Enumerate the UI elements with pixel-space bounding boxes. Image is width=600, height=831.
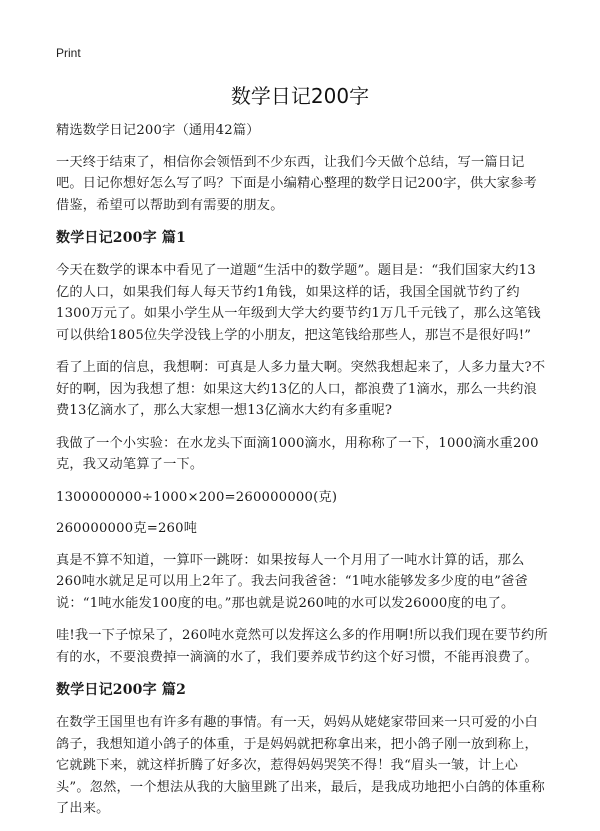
section1-paragraph: 今天在数学的课本中看见了一道题“生活中的数学题”。题目是：“我们国家大约13亿的人口，如果我们每人每天节约1角钱，如果这样的话，我国全国就节约了约1300万元了。如果小学生从一年级到大学大约要节约1万几千元钱了，那么这笔钱可以供给1805位失学没钱上学的小朋友，把这笔钱给那些人，那岂不是很好吗!”: [56, 263, 541, 343]
formula-line: 1300000000÷1000×200=260000000(克): [56, 489, 338, 505]
print-link[interactable]: Print: [56, 46, 81, 60]
formula-line: 260000000克=260吨: [56, 521, 198, 536]
section-heading-1: 数学日记200字 篇1: [56, 230, 187, 246]
page-title: 数学日记200字: [230, 84, 370, 108]
section1-paragraph: 真是不算不知道，一算吓一跳呀：如果按每人一个月用了一吨水计算的话，那么260吨水就足足可以用上2年了。我去问我爸爸：“1吨水能够发多少度的电”爸爸说：“1吨水能发100度的电。”那也就是说260吨的水可以发26000度的电了。: [56, 552, 528, 611]
section1-paragraph: 我做了一个小实验：在水龙头下面滴1000滴水，用称称了一下，1000滴水重200克，我又动笔算了一下。: [56, 435, 539, 472]
article-subtitle: 精选数学日记200字（通用42篇）: [56, 123, 260, 138]
intro-paragraph: 一天终于结束了，相信你会领悟到不少东西，让我们今天做个总结，写一篇日记吧。日记你想好怎么写了吗？下面是小编精心整理的数学日记200字，供大家参考借鉴，希望可以帮助到有需要的朋友。: [56, 154, 537, 213]
section-heading-2: 数学日记200字 篇2: [56, 682, 187, 698]
section1-paragraph: 哇!我一下子惊呆了，260吨水竟然可以发挥这么多的作用啊!所以我们现在要节约所有的水，不要浪费掉一滴滴的水了，我们要养成节约这个好习惯，不能再浪费了。: [56, 628, 548, 665]
section2-paragraph: 在数学王国里也有许多有趣的事情。有一天，妈妈从姥姥家带回来一只可爱的小白鸽子，我想知道小鸽子的体重，于是妈妈就把称拿出来，把小鸽子刚一放到称上，它就跳下来，就这样折腾了好多次，惹得妈妈哭笑不得！我“眉头一皱，计上心头”。忽然，一个想法从我的大脑里跳了出来，最后，是我成功地把小白鸽的体重称了出来。: [56, 715, 545, 816]
article-body: [56, 120, 548, 831]
section1-paragraph: 看了上面的信息，我想啊：可真是人多力量大啊。突然我想起来了，人多力量大?不好的啊，因为我想了想：如果这大约13亿的人口，都浪费了1滴水，那么一共约浪费13亿滴水了，那么大家想一想13亿滴水大约有多重呢?: [56, 360, 546, 418]
